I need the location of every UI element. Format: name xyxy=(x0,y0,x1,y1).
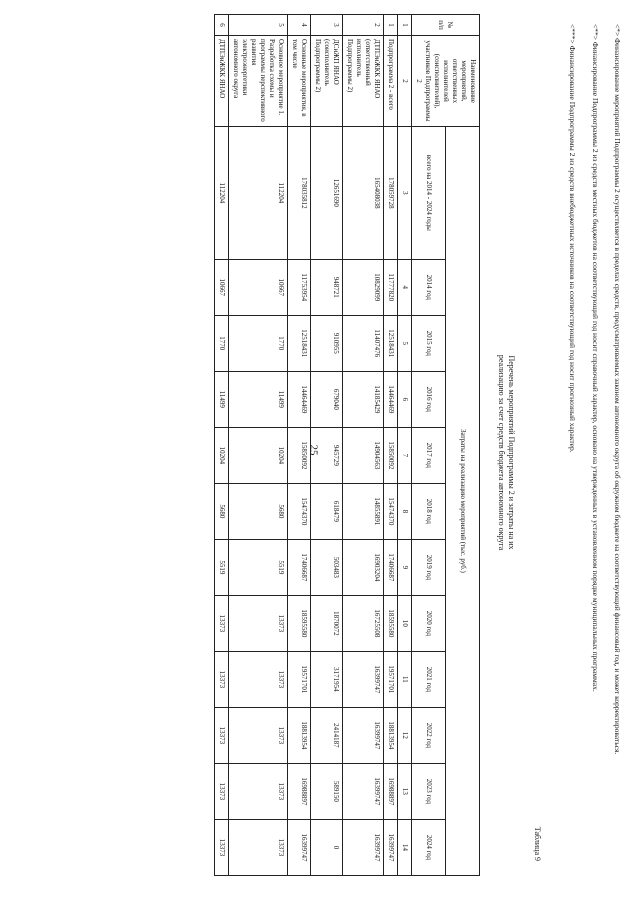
row-value: 10829099 xyxy=(343,259,384,315)
row-value: 16399747 xyxy=(384,819,398,875)
page-number: 25 xyxy=(307,444,320,456)
row-value: 18595580 xyxy=(288,595,311,651)
header-costs: Затраты на реализацию мероприятий (тыс. руб.) xyxy=(446,127,480,876)
column-number: 9 xyxy=(398,539,412,595)
column-number: 4 xyxy=(398,259,412,315)
row-value: 14904563 xyxy=(343,427,384,483)
footnote-1: <*> Финансирование мероприятий Подпрограммы 2 осуществляется в пределах средств, предусматриваемых законом автономного округа об окружном бюджете на соответствующий финансовый год, и может корректироваться. xyxy=(613,24,622,755)
table-row xyxy=(343,15,384,876)
row-value: 13373 xyxy=(229,763,288,819)
row-value: 13373 xyxy=(215,595,229,651)
row-value: 12518431 xyxy=(384,315,398,371)
row-value: 1770 xyxy=(215,315,229,371)
row-value: 503483 xyxy=(311,539,343,595)
header-year: 2022 год xyxy=(412,707,446,763)
row-name: ДСиЖП ЯНАО (соисполнитель Подпрограммы 2) xyxy=(311,36,343,127)
row-value: 14185429 xyxy=(343,371,384,427)
column-number: 2 xyxy=(398,36,412,127)
header-year: 2018 год xyxy=(412,483,446,539)
header-year: 2024 год xyxy=(412,819,446,875)
row-value: 11753954 xyxy=(288,259,311,315)
caption-line-1: Перечень мероприятий Подпрограммы 2 и затраты на их xyxy=(507,355,516,550)
row-value: 19571701 xyxy=(384,651,398,707)
row-value: 12518431 xyxy=(288,315,311,371)
header-total: всего на 2014 - 2024 годы xyxy=(412,127,446,260)
row-value: 15850092 xyxy=(288,427,311,483)
table-body xyxy=(215,15,398,876)
row-number: 2 xyxy=(343,15,384,36)
header-no: № п/п xyxy=(412,15,480,36)
row-value: 3171954 xyxy=(311,651,343,707)
row-number: 3 xyxy=(311,15,343,36)
row-name: ДТПЭиЖКК ЯНАО (ответственный исполнитель Подпрограммы 2) xyxy=(343,36,384,127)
row-value: 13373 xyxy=(229,819,288,875)
row-value: 12651690 xyxy=(311,127,343,260)
row-value: 17406687 xyxy=(384,539,398,595)
row-value: 16988897 xyxy=(288,763,311,819)
header-year: 2021 год xyxy=(412,651,446,707)
row-value: 13373 xyxy=(229,707,288,763)
row-value: 0 xyxy=(311,819,343,875)
row-name: Подпрограмма 2 - всего xyxy=(384,36,398,127)
header-row-1 xyxy=(446,15,480,876)
row-value: 10667 xyxy=(215,259,229,315)
caption-line-2: реализацию за счет средств бюджета автономного округа xyxy=(497,354,506,551)
column-number: 13 xyxy=(398,763,412,819)
column-number: 12 xyxy=(398,707,412,763)
row-value: 19571701 xyxy=(288,651,311,707)
column-number: 5 xyxy=(398,315,412,371)
header-row-2 xyxy=(412,15,446,876)
row-value: 948721 xyxy=(311,259,343,315)
row-value: 14855891 xyxy=(343,483,384,539)
row-name: ДТПЭиЖКК ЯНАО xyxy=(215,36,229,127)
header-year: 2023 год xyxy=(412,763,446,819)
row-value: 112204 xyxy=(229,127,288,260)
row-value: 16399747 xyxy=(343,707,384,763)
column-number-row xyxy=(398,15,412,876)
row-value: 10667 xyxy=(229,259,288,315)
row-value: 13373 xyxy=(215,763,229,819)
column-number: 7 xyxy=(398,427,412,483)
row-value: 679040 xyxy=(311,371,343,427)
row-value: 2414187 xyxy=(311,707,343,763)
row-number: 6 xyxy=(215,15,229,36)
header-year: 2014 год xyxy=(412,259,446,315)
row-value: 178035812 xyxy=(288,127,311,260)
header-year: 2016 год xyxy=(412,371,446,427)
row-value: 16399747 xyxy=(343,819,384,875)
table-row xyxy=(311,15,343,876)
row-value: 15474370 xyxy=(384,483,398,539)
row-value: 11499 xyxy=(229,371,288,427)
row-value: 15474370 xyxy=(288,483,311,539)
row-value: 5519 xyxy=(215,539,229,595)
row-value: 1870072 xyxy=(311,595,343,651)
column-number: 10 xyxy=(398,595,412,651)
row-value: 11407476 xyxy=(343,315,384,371)
row-value: 178059728 xyxy=(384,127,398,260)
column-number: 3 xyxy=(398,127,412,260)
row-name: Основные мероприятия, в том числе xyxy=(288,36,311,127)
row-value: 16399747 xyxy=(288,819,311,875)
row-value: 589150 xyxy=(311,763,343,819)
row-value: 11777820 xyxy=(384,259,398,315)
row-value: 14464469 xyxy=(288,371,311,427)
table-caption xyxy=(496,0,516,905)
row-value: 16988897 xyxy=(384,763,398,819)
column-number: 14 xyxy=(398,819,412,875)
column-number: 1 xyxy=(398,15,412,36)
row-value: 618479 xyxy=(311,483,343,539)
row-value: 945729 xyxy=(311,427,343,483)
table-row xyxy=(215,15,229,876)
row-value: 17406687 xyxy=(288,539,311,595)
row-value: 10204 xyxy=(229,427,288,483)
row-value: 5680 xyxy=(215,483,229,539)
column-number: 6 xyxy=(398,371,412,427)
column-number: 8 xyxy=(398,483,412,539)
footnote-2: <**> Финансирование Подпрограммы 2 из средств местных бюджетов на соответствующий год носит справочный характер, основано на утвержденных в установленном порядке муниципальных программах. xyxy=(591,24,600,692)
row-value: 13373 xyxy=(215,651,229,707)
row-value: 14464469 xyxy=(384,371,398,427)
row-value: 13373 xyxy=(215,819,229,875)
costs-table xyxy=(214,14,480,876)
row-value: 16903204 xyxy=(343,539,384,595)
row-value: 11499 xyxy=(215,371,229,427)
table-row xyxy=(288,15,311,876)
row-value: 16399747 xyxy=(343,763,384,819)
row-value: 10204 xyxy=(215,427,229,483)
header-year: 2015 год xyxy=(412,315,446,371)
row-number: 5 xyxy=(229,15,288,36)
row-value: 5519 xyxy=(229,539,288,595)
row-value: 165408038 xyxy=(343,127,384,260)
row-value: 18595580 xyxy=(384,595,398,651)
header-year: 2017 год xyxy=(412,427,446,483)
header-year: 2019 год xyxy=(412,539,446,595)
row-value: 16399747 xyxy=(343,651,384,707)
column-number: 11 xyxy=(398,651,412,707)
row-value: 16725508 xyxy=(343,595,384,651)
row-value: 13373 xyxy=(229,595,288,651)
row-value: 15850092 xyxy=(384,427,398,483)
row-value: 18813954 xyxy=(384,707,398,763)
row-value: 112204 xyxy=(215,127,229,260)
header-name: Наименование мероприятий, ответственных исполнителей (соисполнителей), участников Подпрограммы 2 xyxy=(412,36,480,127)
row-number: 4 xyxy=(288,15,311,36)
row-value: 13373 xyxy=(229,651,288,707)
table-row xyxy=(384,15,398,876)
row-value: 13373 xyxy=(215,707,229,763)
table-label: Таблица 9 xyxy=(533,826,542,861)
footnote-3: <***> Финансирование Подпрограммы 2 из средств внебюджетных источников на соответствующий год носит прогнозный характер. xyxy=(568,24,577,453)
row-value: 5680 xyxy=(229,483,288,539)
row-value: 18813954 xyxy=(288,707,311,763)
row-value: 910955 xyxy=(311,315,343,371)
row-value: 1770 xyxy=(229,315,288,371)
row-name: Основное мероприятие 1. Разработка схемы и программы перспективного развития электроэнергетики автономного округа xyxy=(229,36,288,127)
row-number: 1 xyxy=(384,15,398,36)
header-year: 2020 год xyxy=(412,595,446,651)
table-row xyxy=(229,15,288,876)
